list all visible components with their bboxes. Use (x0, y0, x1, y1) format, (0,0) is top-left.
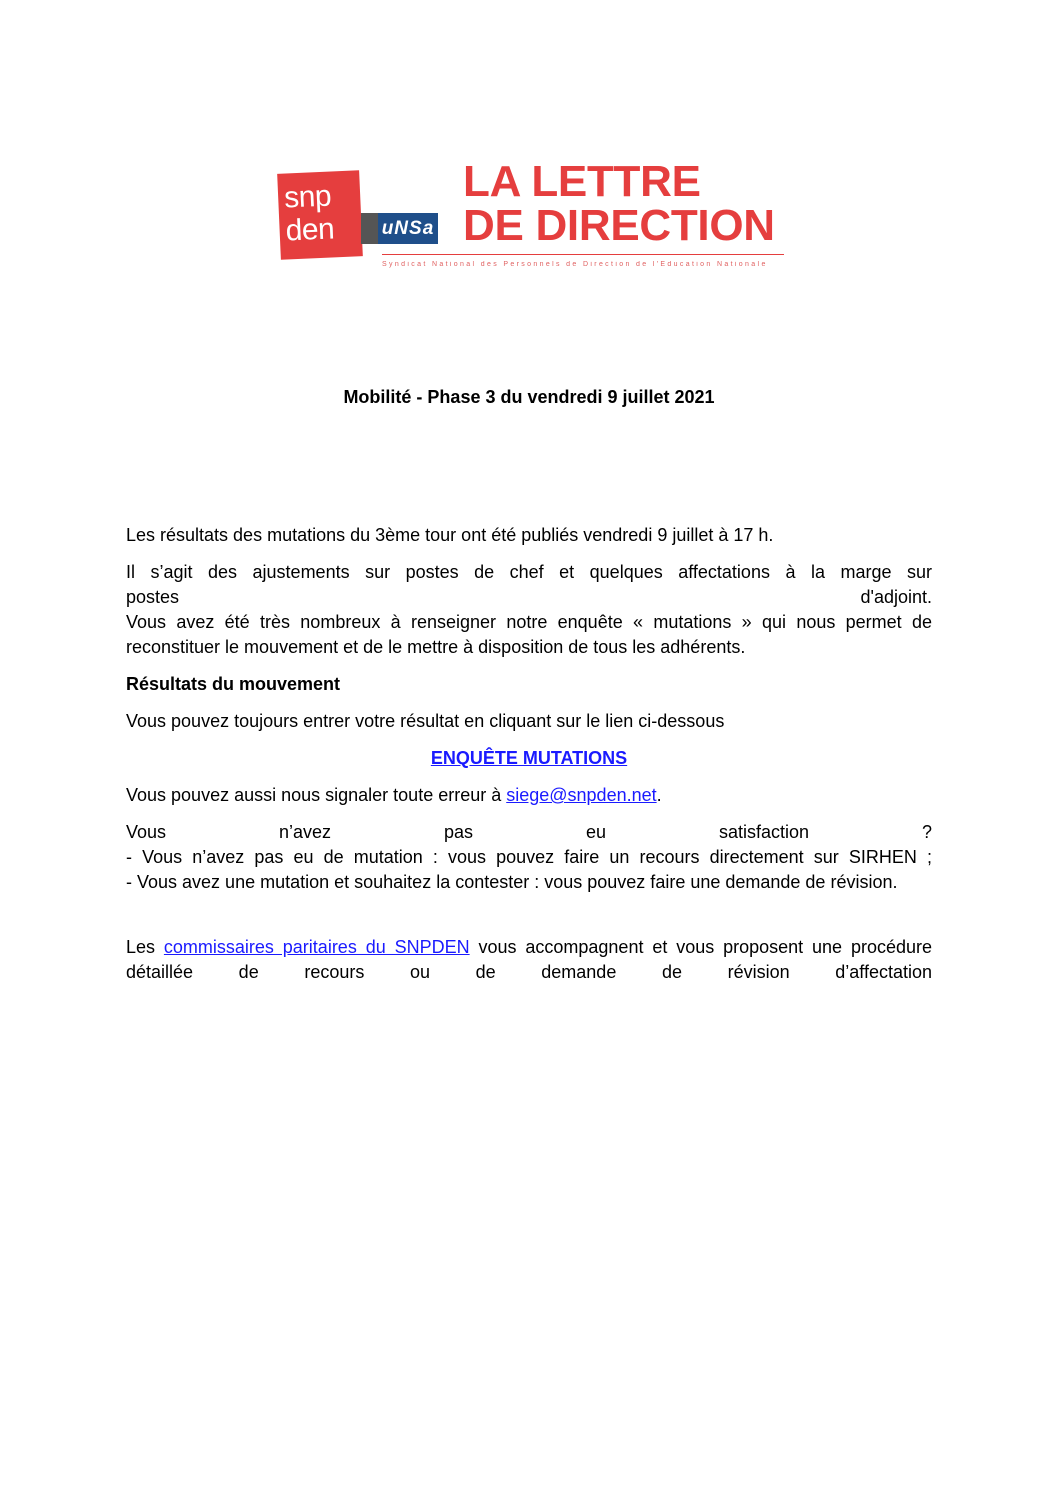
commissaires-text-before: Les (126, 937, 164, 957)
commissaires-paragraph (126, 935, 932, 985)
adjustments-paragraph (126, 560, 932, 660)
results-text: Vous pouvez toujours entrer votre résultat en cliquant sur le lien ci-dessous (126, 711, 725, 731)
results-heading: Résultats du mouvement (126, 674, 341, 694)
email-link[interactable]: siege@snpden.net (506, 785, 657, 805)
document-body (126, 523, 932, 997)
den-label: den (284, 212, 335, 248)
commissaires-text-after: vous accompagnent et vous proposent une procédure détaillée de recours ou de demande de révision d’affectation (126, 937, 932, 982)
no-mutation-text: - Vous n’avez pas eu de mutation : vous pouvez faire un recours directement sur SIRHEN ; (126, 847, 932, 867)
snpden-logo-box (277, 170, 363, 259)
intro-paragraph: Les résultats des mutations du 3ème tour ont été publiés vendredi 9 juillet à 17 h. (126, 525, 774, 545)
error-report-paragraph (126, 783, 932, 808)
lettre-de-direction-logo (279, 158, 799, 278)
adjustments-line-1: Il s’agit des ajustements sur postes de chef et quelques affectations à la marge sur (126, 562, 932, 582)
adjustments-line-2: postes d'adjoint. (126, 587, 932, 607)
snpden-logo-text (284, 179, 335, 247)
satisfaction-paragraph (126, 820, 932, 895)
survey-link[interactable]: ENQUÊTE MUTATIONS (430, 748, 628, 768)
satisfaction-question: Vous n’avez pas eu satisfaction ? (126, 822, 932, 842)
logo-title-line2: DE DIRECTION (463, 201, 775, 250)
commissaires-link[interactable]: commissaires paritaires du SNPDEN (163, 937, 470, 957)
error-text-before: Vous pouvez aussi nous signaler toute erreur à (126, 785, 507, 805)
contest-mutation-text: - Vous avez une mutation et souhaitez la contester : vous pouvez faire une demande de révision. (126, 872, 898, 892)
document-title: Mobilité - Phase 3 du vendredi 9 juillet 2021 (343, 387, 715, 407)
snp-label: snp (283, 179, 332, 215)
error-text-after: . (656, 785, 662, 805)
logo-tagline: Syndicat National des Personnels de Direction de l'Education Nationale (382, 261, 768, 268)
unsa-logo-text: uNSa (381, 218, 435, 239)
logo-divider (382, 254, 784, 255)
survey-link-paragraph (126, 746, 932, 771)
logo-title-line1: LA LETTRE (463, 157, 701, 206)
survey-thanks-text: Vous avez été très nombreux à renseigner notre enquête « mutations » qui nous permet de reconstituer le mouvement et de le mettre à disposition de tous les adhérents. (126, 612, 932, 657)
